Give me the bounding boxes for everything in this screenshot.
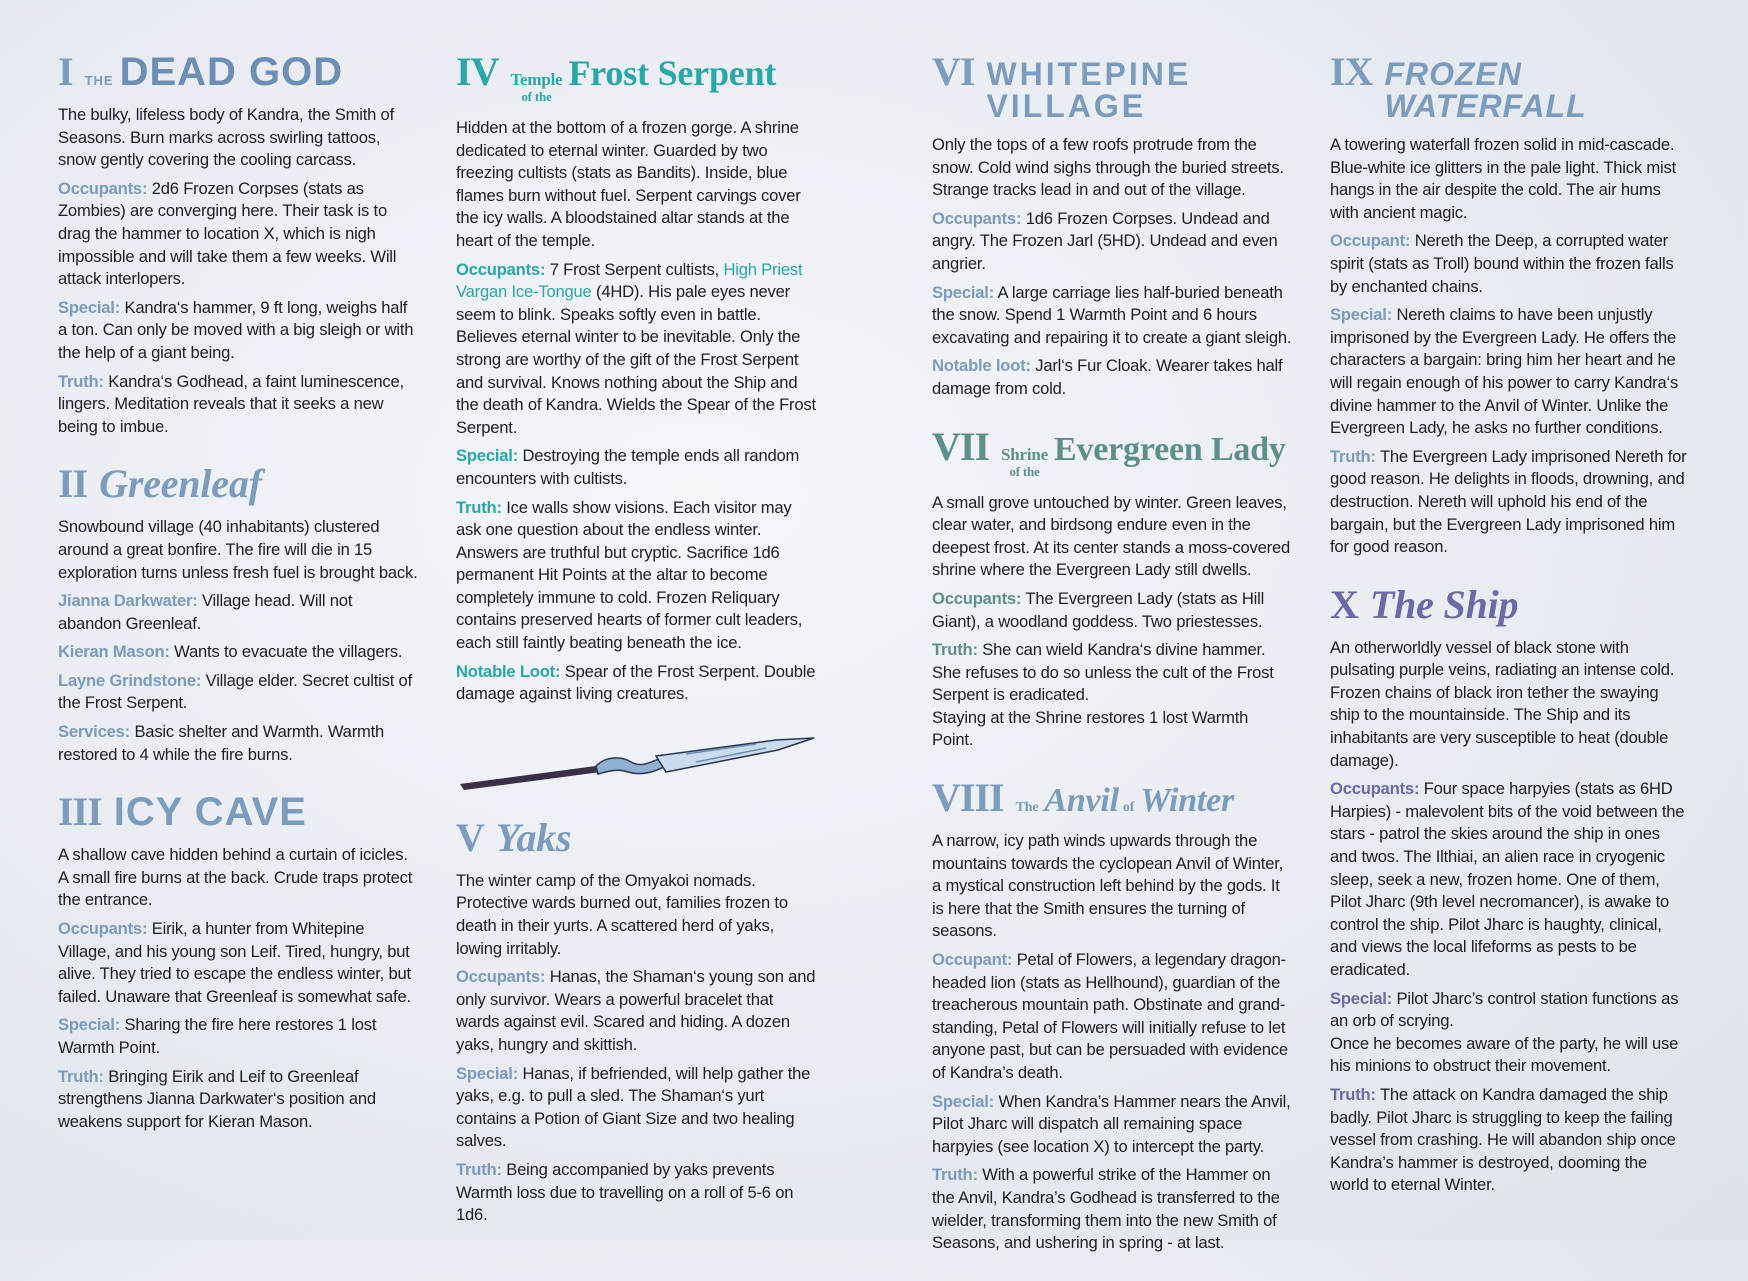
label: Occupants: — [456, 967, 546, 987]
text: 7 Frost Serpent cultists, — [549, 259, 724, 279]
text: Basic shelter and Warmth. Warmth restored to 4 while the fire burns. — [58, 722, 385, 764]
title-small — [510, 72, 562, 105]
location-number: IX — [1330, 49, 1373, 94]
location-title-a: Anvil — [1044, 782, 1119, 820]
truth-para — [456, 1159, 816, 1227]
text: The attack on Kandra damaged the ship badly. Pilot Jharc is struggling to keep the failing vessel from crashing. He will abandon ship once Kandra’s hammer is destroyed, dooming the world to eternal Winter. — [1330, 1084, 1676, 1195]
text: The Evergreen Lady imprisoned Nereth for good reason. He delights in floods, drowning, and destruction. Nereth will uphold his end of the bargain, but the Evergreen Lady imprisoned him for good reason. — [1330, 446, 1687, 557]
location-number: VIII — [932, 775, 1004, 821]
text: Pilot Jharc’s control station functions as an orb of scrying. — [1330, 988, 1679, 1031]
location-7 — [932, 423, 1292, 753]
text: When Kandra’s Hammer nears the Anvil, Pilot Jharc will dispatch all remaining space harpyies (see location X) to intercept the party. — [932, 1091, 1291, 1156]
location-3-heading — [58, 789, 418, 835]
location-7-heading — [932, 423, 1292, 480]
text: Being accompanied by yaks prevents Warmth loss due to travelling on a roll of 5-6 on 1d6. — [456, 1159, 794, 1225]
text: Hanas, if befriended, will help gather the yaks, e.g. to pull a sled. The Shaman‘s yurt contains a Potion of Giant Size and two healing salves. — [456, 1063, 811, 1151]
title-of: of — [1122, 800, 1135, 816]
label: Services: — [58, 722, 131, 742]
location-1-heading — [58, 49, 418, 94]
label: Special: — [58, 297, 121, 317]
intro-text: An otherworldly vessel of black stone with pulsating purple veins, radiating an intense cold. Frozen chains of black iron tether the swaying ship to the mountainside. The Ship and its inhabitants are very susceptible to heat (double damage). — [1330, 637, 1675, 770]
occupants-para — [932, 208, 1292, 276]
special-para — [456, 1063, 816, 1153]
column-4 — [1330, 49, 1690, 1223]
column-3 — [932, 49, 1292, 1281]
extra-text: Once he becomes aware of the party, he will use his minions to obstruct their movement. — [1330, 1033, 1679, 1076]
location-title: WHITEPINE VILLAGE — [986, 56, 1192, 124]
text: 2d6 Frozen Corpses (stats as Zombies) are converging here. Their task is to drag the hammer to location X, which is nigh impossible and will take them a few weeks. Will attack interlopers. — [58, 178, 397, 289]
occupants-para — [58, 178, 418, 291]
label: Special: — [1330, 988, 1393, 1008]
text: Eirik, a hunter from Whitepine Village, and his young son Leif. Tired, hungry, but alive. They tried to escape the endless winter, but failed. Unaware that Greenleaf is somewhat safe. — [58, 919, 411, 1006]
title-small-1: Temple — [510, 70, 563, 89]
location-number: VI — [932, 49, 975, 94]
location-number: II — [58, 461, 88, 507]
label: Truth: — [932, 1165, 978, 1185]
npc-para — [58, 590, 418, 635]
npc-name: High Priest Vargan Ice-Tongue — [456, 259, 803, 302]
text: Hanas, the Shaman‘s young son and only survivor. Wears a powerful bracelet that wards against evil. Scared and hiding. A dozen yaks, hungry and skittish. — [456, 967, 816, 1054]
location-title-b: Winter — [1140, 782, 1235, 820]
location-number: III — [58, 789, 102, 835]
truth-para — [58, 1066, 418, 1134]
truth-para — [456, 497, 816, 655]
occupants-para — [932, 588, 1292, 633]
label: Layne Grindstone: — [58, 670, 202, 690]
truth-para — [932, 1164, 1292, 1254]
text: Spear of the Frost Serpent. Double damage against living creatures. — [456, 661, 816, 704]
label: Occupants: — [58, 178, 148, 198]
text: Four space harpyies (stats as 6HD Harpies) - malevolent bits of the void between the stars - patrol the skies around the ship in ones and twos. The Ilthiai, an alien race in cryogenic sleep, seek a new, frozen home. One of them, Pilot Jharc (9th level necromancer), is awake to control the ship. Pilot Jharc is haughty, clinical, and views the local lifeforms as pests to be eradicated. — [1330, 779, 1685, 979]
text: The Evergreen Lady (stats as Hill Giant), a woodland goddess. Two priestesses. — [932, 588, 1265, 631]
special-para — [456, 445, 816, 490]
location-9-heading — [1330, 49, 1690, 124]
occupants-para — [1330, 778, 1690, 981]
title-small: The — [1015, 800, 1039, 816]
intro-text: Only the tops of a few roofs protrude from the snow. Cold wind sighs through the buried streets. Strange tracks lead in and out of the village. — [932, 135, 1284, 200]
occupants-para — [932, 949, 1292, 1085]
location-8 — [932, 775, 1292, 1255]
text: Village elder. Secret cultist of the Frost Serpent. — [58, 670, 412, 713]
loot-para — [456, 661, 816, 706]
label: Special: — [456, 1063, 519, 1083]
text: Petal of Flowers, a legendary dragon-headed lion (stats as Hellhound), guardian of the treacherous mountain path. Obstinate and grand-standing, Petal of Flowers will initially refuse to let anyone past, but can be persuaded with evidence of Kandra’s death. — [932, 950, 1288, 1082]
location-2 — [58, 461, 418, 766]
label: Truth: — [932, 640, 978, 660]
label: Truth: — [456, 497, 502, 517]
location-title: Frost Serpent — [568, 53, 777, 93]
location-number: V — [456, 814, 484, 860]
location-1 — [58, 49, 418, 438]
location-number: IV — [456, 49, 499, 94]
location-title: Yaks — [495, 814, 572, 860]
label: Kieran Mason: — [58, 642, 170, 662]
label: Occupants: — [1330, 779, 1420, 799]
location-9 — [1330, 49, 1690, 559]
loot-para — [932, 355, 1292, 400]
intro-text: Snowbound village (40 inhabitants) clustered around a great bonfire. The fire will die in 15 exploration turns unless fresh fuel is brought back. — [58, 517, 418, 582]
title-small-2: of the — [1009, 463, 1040, 479]
intro-text: A small grove untouched by winter. Green leaves, clear water, and birdsong endure even in the deepest frost. At its center stands a moss-covered shrine where the Evergreen Lady still dwells. — [932, 492, 1291, 580]
special-para — [1330, 304, 1690, 440]
label: Special: — [1330, 305, 1393, 325]
label: Occupants: — [58, 919, 148, 939]
label: Notable Loot: — [456, 661, 561, 681]
spear-illustration — [456, 732, 816, 802]
intro-text: A shallow cave hidden behind a curtain of icicles. A small fire burns at the back. Crude traps protect the entrance. — [58, 845, 413, 910]
label: Occupant: — [932, 950, 1013, 970]
intro-text: The winter camp of the Omyakoi nomads. Protective wards burned out, families frozen to death in their yurts. A scattered herd of yaks, lowing irritably. — [456, 870, 788, 958]
label: Truth: — [1330, 446, 1376, 466]
text: Village head. Will not abandon Greenleaf. — [58, 591, 353, 633]
special-para — [932, 282, 1292, 350]
text: A large carriage lies half-buried beneath the snow. Spend 1 Warmth Point and 6 hours excavating and repairing it to create a giant sleigh. — [932, 282, 1292, 347]
location-4 — [456, 49, 816, 706]
services-para — [58, 721, 418, 766]
location-3 — [58, 789, 418, 1133]
text: Bringing Eirik and Leif to Greenleaf strengthens Jianna Darkwater‘s position and weakens support for Kieran Mason. — [58, 1066, 376, 1131]
location-number: VII — [932, 423, 990, 469]
label: Jianna Darkwater: — [58, 591, 198, 611]
location-4-heading — [456, 49, 816, 105]
location-6-heading — [932, 49, 1292, 124]
text: (4HD). His pale eyes never seem to blink. Speaks softly even in battle. Believes eternal winter to be inevitable. Only the strong are worthy of the gift of the Frost Serpent and survival. Knows nothing about the Ship and the death of Kandra. Wields the Spear of the Frost Serpent. — [456, 282, 816, 437]
label: Truth: — [456, 1159, 502, 1179]
label: Special: — [456, 446, 519, 466]
occupants-para — [1330, 230, 1690, 298]
location-title: Evergreen Lady — [1054, 430, 1286, 468]
location-number: I — [58, 49, 73, 94]
intro-text: A towering waterfall frozen solid in mid-cascade. Blue-white ice glitters in the pale light. Thick mist hangs in the air despite the cold. The air hums with ancient magic. — [1330, 135, 1677, 222]
label: Occupants: — [456, 259, 546, 279]
label: Special: — [58, 1015, 121, 1035]
location-8-heading — [932, 775, 1292, 821]
title-small: THE — [84, 73, 114, 88]
text: Kandra‘s hammer, 9 ft long, weighs half a ton. Can only be moved with a big sleigh or with the help of a giant being. — [58, 297, 414, 362]
title-small-1: Shrine — [1001, 444, 1049, 464]
truth-para — [58, 371, 418, 439]
label: Truth: — [58, 1066, 104, 1086]
intro-text: A narrow, icy path winds upwards through the mountains towards the cyclopean Anvil of Winter, a mystical construction left behind by the gods. It is here that the Smith ensures the turning of seasons. — [932, 831, 1284, 941]
location-2-heading — [58, 461, 418, 507]
special-para — [932, 1091, 1292, 1159]
title-small — [1001, 444, 1049, 480]
label: Occupants: — [932, 588, 1022, 608]
occupants-para — [456, 966, 816, 1056]
npc-para — [58, 641, 418, 664]
location-5-heading — [456, 814, 816, 860]
text: Nereth claims to have been unjustly imprisoned by the Evergreen Lady. He offers the characters a bargain: bring him her heart and he will regain enough of his power to carry Kandra‘s divine hammer to the Anvil of Winter. Unlike the Evergreen Lady, he asks no further conditions. — [1330, 305, 1679, 438]
occupants-para — [456, 259, 816, 440]
special-para — [1330, 988, 1690, 1033]
occupants-para — [58, 918, 418, 1008]
location-title: The Ship — [1369, 581, 1519, 627]
special-para — [58, 297, 418, 365]
location-6 — [932, 49, 1292, 401]
text: Kandra‘s Godhead, a faint luminescence, lingers. Meditation reveals that it seeks a new being to imbue. — [58, 371, 404, 436]
location-title: DEAD GOD — [119, 50, 344, 94]
label: Occupants: — [932, 208, 1022, 228]
intro-text: Hidden at the bottom of a frozen gorge. A shrine dedicated to eternal winter. Guarded by two freezing cultists (stats as Bandits). Inside, blue flames burn without fuel. Serpent carvings cover the icy walls. A bloodstained altar stands at the heart of the temple. — [456, 118, 801, 250]
location-10-heading — [1330, 581, 1690, 627]
text: Wants to evacuate the villagers. — [174, 642, 403, 662]
text: Sharing the fire here restores 1 lost Warmth Point. — [58, 1015, 377, 1057]
location-number: X — [1330, 581, 1358, 627]
special-para — [58, 1014, 418, 1059]
text: Ice walls show visions. Each visitor may ask one question about the endless winter. Answers are truthful but cryptic. Sacrifice 1d6 permanent Hit Points at the altar to become completely immune to cold. Frozen Reliquary contains preserved hearts of former cult leaders, each still faintly beating beneath the ice. — [456, 497, 803, 653]
title-small-2: of the — [521, 89, 552, 104]
npc-para — [58, 670, 418, 715]
location-5 — [456, 814, 816, 1227]
extra-text: Staying at the Shrine restores 1 lost Warmth Point. — [932, 707, 1249, 750]
label: Truth: — [58, 371, 104, 391]
text: 1d6 Frozen Corpses. Undead and angry. The Frozen Jarl (5HD). Undead and even angrier. — [932, 208, 1278, 273]
text: With a powerful strike of the Hammer on the Anvil, Kandra’s Godhead is transferred to the wielder, transforming them into the new Smith of Seasons, and ushering in spring - at last. — [932, 1165, 1280, 1253]
column-2 — [456, 49, 816, 1253]
label: Occupant: — [1330, 231, 1411, 251]
intro-text: The bulky, lifeless body of Kandra, the Smith of Seasons. Burn marks across swirling tattoos, snow gently covering the cooling carcass. — [58, 105, 394, 170]
location-title: ICY CAVE — [113, 790, 307, 835]
label: Notable loot: — [932, 356, 1031, 376]
label: Truth: — [1330, 1084, 1376, 1104]
text: Destroying the temple ends all random encounters with cultists. — [456, 446, 800, 488]
label: Special: — [932, 282, 995, 302]
location-10 — [1330, 581, 1690, 1197]
location-title: Greenleaf — [99, 461, 262, 507]
text: She can wield Kandra‘s divine hammer. She refuses to do so unless the cult of the Frost Serpent is eradicated. — [932, 640, 1274, 705]
label: Special: — [932, 1091, 995, 1111]
location-title: FROZEN WATERFALL — [1384, 56, 1587, 124]
truth-para — [1330, 446, 1690, 559]
truth-para — [932, 639, 1292, 707]
column-1 — [58, 49, 418, 1159]
text: Jarl‘s Fur Cloak. Wearer takes half damage from cold. — [932, 356, 1283, 398]
text: Nereth the Deep, a corrupted water spirit (stats as Troll) bound within the frozen falls by enchanted chains. — [1330, 231, 1674, 296]
truth-para — [1330, 1084, 1690, 1197]
